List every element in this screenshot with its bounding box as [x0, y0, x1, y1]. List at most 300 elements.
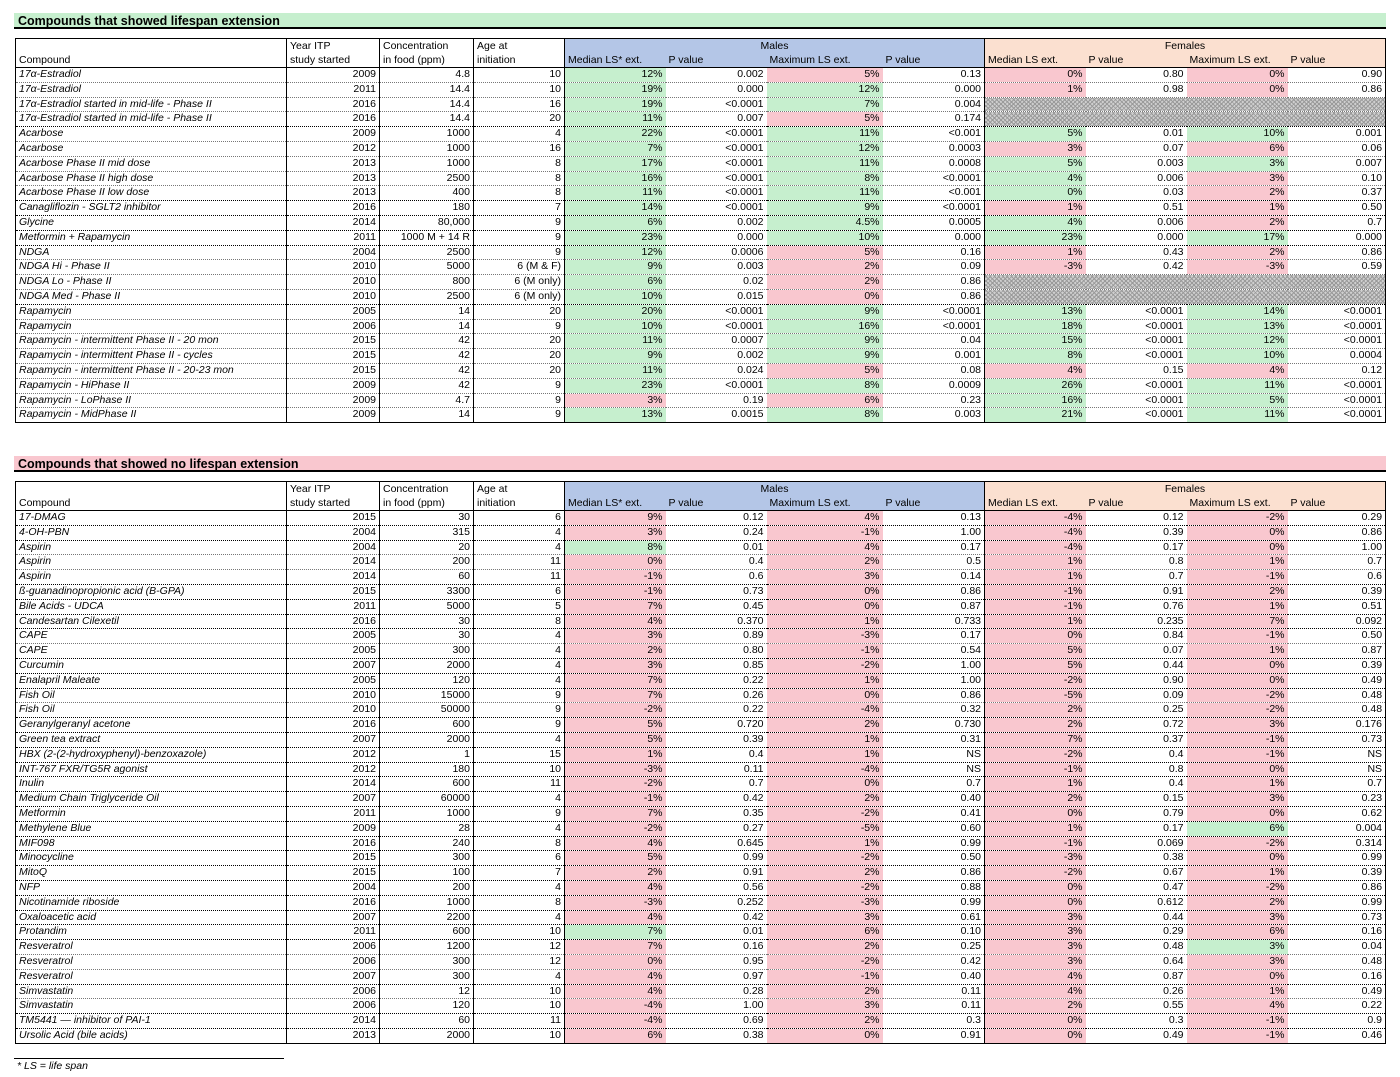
male-median-p: 0.01 [666, 925, 767, 940]
male-max-p: 0.88 [883, 880, 985, 895]
male-max-ext: 2% [767, 792, 883, 807]
female-median-p: 0.64 [1086, 954, 1187, 969]
header-females: Females [985, 39, 1386, 54]
concentration: 60000 [380, 792, 474, 807]
female-max-p: <0.0001 [1288, 319, 1386, 334]
female-median-p: 0.4 [1086, 747, 1187, 762]
female-median-p: 0.98 [1086, 82, 1187, 97]
male-max-p: 1.00 [883, 525, 985, 540]
male-max-p: 0.17 [883, 629, 985, 644]
female-max-p: 0.73 [1288, 910, 1386, 925]
female-median-ext: 1% [985, 821, 1086, 836]
male-max-p: 0.61 [883, 910, 985, 925]
female-max-p: 0.90 [1361, 68, 1383, 80]
male-median-ext: 2% [565, 866, 666, 881]
male-median-ext: 14% [565, 201, 666, 216]
male-median-p: 0.007 [666, 112, 767, 127]
male-median-p: <0.0001 [666, 127, 767, 142]
age-at-initiation: 10 [474, 984, 565, 999]
male-median-ext: 16% [565, 171, 666, 186]
female-median-ext: 2% [985, 792, 1086, 807]
concentration: 2500 [380, 171, 474, 186]
female-median-ext: 5% [985, 156, 1086, 171]
female-median-ext: 4% [985, 171, 1086, 186]
female-max-p: 0.62 [1288, 806, 1386, 821]
male-median-p: 0.26 [666, 688, 767, 703]
compound-name: 17α-Estradiol started in mid-life - Phase II [16, 112, 287, 127]
male-median-p: 0.370 [666, 614, 767, 629]
year-started: 2004 [287, 540, 380, 555]
female-median-p: 0.26 [1086, 984, 1187, 999]
concentration: 4.8 [380, 68, 474, 83]
age-at-initiation: 4 [474, 127, 565, 142]
male-median-p: 0.99 [666, 851, 767, 866]
header-females: Females [985, 482, 1386, 497]
year-started: 2016 [287, 614, 380, 629]
male-max-p: 0.04 [883, 334, 985, 349]
male-median-p: 0.0006 [666, 245, 767, 260]
female-median-p: 0.069 [1086, 836, 1187, 851]
male-median-p: 0.12 [743, 511, 764, 523]
male-max-p: 0.13 [960, 511, 982, 523]
male-median-ext: 9% [565, 349, 666, 364]
concentration: 14.4 [380, 82, 474, 97]
age-at-initiation: 10 [474, 1028, 565, 1043]
male-median-p: <0.0001 [666, 171, 767, 186]
male-median-ext: 4% [565, 880, 666, 895]
year-started: 2010 [287, 275, 380, 290]
male-max-ext: 3% [767, 910, 883, 925]
female-max-ext: 3% [1187, 910, 1288, 925]
male-max-p: 0.86 [883, 289, 985, 304]
header-concentration: in food (ppm) [380, 496, 474, 511]
footnote: * LS = life span [17, 1060, 88, 1072]
concentration: 2200 [380, 910, 474, 925]
male-median-ext: -2% [565, 703, 666, 718]
age-at-initiation: 4 [474, 821, 565, 836]
age-at-initiation: 4 [474, 792, 565, 807]
male-max-p: 0.41 [883, 806, 985, 821]
female-median-ext: 15% [985, 334, 1086, 349]
year-started: 2011 [287, 230, 380, 245]
table-row [16, 866, 1386, 881]
female-max-p: 0.39 [1288, 658, 1386, 673]
age-at-initiation: 6 (M only) [474, 289, 565, 304]
female-max-p: 0.12 [1288, 363, 1386, 378]
compound-name: Metformin + Rapamycin [16, 230, 287, 245]
year-started: 2016 [287, 112, 380, 127]
male-max-p: 0.86 [883, 688, 985, 703]
age-at-initiation: 6 [474, 511, 565, 526]
concentration: 14 [380, 319, 474, 334]
male-median-p: 0.19 [666, 393, 767, 408]
year-started: 2014 [287, 215, 380, 230]
header-age: Age at [474, 39, 565, 54]
female-median-p: 0.006 [1086, 171, 1187, 186]
male-max-ext: -1% [767, 644, 883, 659]
male-median-ext: 3% [565, 629, 666, 644]
table-row [16, 275, 1386, 290]
male-max-p: <0.0001 [883, 304, 985, 319]
male-median-p: 0.56 [666, 880, 767, 895]
male-max-ext: 2% [767, 718, 883, 733]
female-max-p: 0.092 [1288, 614, 1386, 629]
female-median-p: <0.0001 [1086, 319, 1187, 334]
male-median-p: <0.0001 [666, 141, 767, 156]
female-max-ext: -1% [1187, 1014, 1288, 1029]
age-at-initiation: 6 (M only) [474, 275, 565, 290]
year-started: 2011 [287, 925, 380, 940]
male-median-ext: 7% [565, 599, 666, 614]
header-age: initiation [474, 496, 565, 511]
male-max-ext: 0% [767, 289, 883, 304]
compound-name: Ursolic Acid (bile acids) [16, 1028, 287, 1043]
female-max-ext: 6% [1187, 141, 1288, 156]
female-max-ext: 4% [1187, 363, 1288, 378]
male-median-p: <0.0001 [666, 201, 767, 216]
table-row [16, 511, 1386, 526]
header-year: Year ITP [287, 39, 380, 54]
male-median-ext: -1% [565, 792, 666, 807]
year-started: 2009 [287, 68, 380, 83]
table-row [16, 215, 1386, 230]
male-max-ext: 4.5% [767, 215, 883, 230]
year-started: 2004 [287, 525, 380, 540]
female-median-p: 0.38 [1086, 851, 1187, 866]
table-row [16, 1014, 1386, 1029]
male-max-p: 0.16 [883, 245, 985, 260]
male-max-p: 0.004 [883, 97, 985, 112]
table-row [16, 792, 1386, 807]
male-median-ext: -1% [565, 570, 666, 585]
female-max-p: 0.50 [1288, 629, 1386, 644]
male-median-p: 0.35 [666, 806, 767, 821]
female-max-p: 0.0004 [1288, 349, 1386, 364]
male-max-ext: 11% [767, 127, 883, 142]
male-median-p: 0.45 [666, 599, 767, 614]
compound-name: Medium Chain Triglyceride Oil [16, 792, 287, 807]
table-row [16, 940, 1386, 955]
table-row [16, 910, 1386, 925]
male-median-p: 0.002 [666, 215, 767, 230]
male-max-ext: 4% [767, 540, 883, 555]
male-median-ext: 19% [565, 97, 666, 112]
concentration: 60 [380, 570, 474, 585]
table-row [16, 555, 1386, 570]
female-max-ext: 3% [1187, 156, 1288, 171]
female-median-ext: -2% [985, 866, 1086, 881]
male-median-p: 0.11 [666, 762, 767, 777]
male-max-p: 0.3 [883, 1014, 985, 1029]
female-median-ext: -3% [985, 851, 1086, 866]
header-male-median: Median LS* ext. [565, 53, 666, 68]
female-max-p: 0.29 [1361, 511, 1383, 523]
male-median-ext: -2% [565, 777, 666, 792]
female-max-ext: -1% [1187, 747, 1288, 762]
male-max-ext: -2% [767, 954, 883, 969]
age-at-initiation: 20 [474, 334, 565, 349]
concentration: 3300 [380, 584, 474, 599]
compound-name: Enalapril Maleate [16, 673, 287, 688]
male-median-p: 0.42 [666, 792, 767, 807]
female-median-ext: 8% [985, 349, 1086, 364]
female-max-ext: 0% [1187, 525, 1288, 540]
table-row [16, 82, 1386, 97]
concentration: 80,000 [380, 215, 474, 230]
female-max-p: 0.004 [1288, 821, 1386, 836]
male-max-p: 0.17 [883, 540, 985, 555]
female-median-ext: 0% [985, 68, 1086, 83]
male-max-p: 0.87 [883, 599, 985, 614]
header-compound-top [16, 482, 287, 497]
header-concentration: Concentration [380, 39, 474, 54]
age-at-initiation: 12 [474, 954, 565, 969]
table-row [16, 156, 1386, 171]
female-median-ext: 1% [985, 777, 1086, 792]
table-row [16, 97, 1386, 112]
concentration: 1000 [380, 806, 474, 821]
female-median-ext: 2% [985, 703, 1086, 718]
male-median-p: 0.28 [666, 984, 767, 999]
compound-name: Acarbose Phase II low dose [16, 186, 287, 201]
male-max-ext: 6% [767, 393, 883, 408]
female-median-ext: 5% [985, 658, 1086, 673]
female-max-p: <0.0001 [1288, 408, 1386, 423]
concentration: 100 [380, 866, 474, 881]
female-median-ext: 3% [985, 910, 1086, 925]
compound-name: Candesartan Cilexetil [16, 614, 287, 629]
female-max-p: 0.176 [1288, 718, 1386, 733]
female-median-p: 0.42 [1086, 260, 1187, 275]
age-at-initiation: 5 [474, 599, 565, 614]
age-at-initiation: 9 [474, 408, 565, 423]
male-median-ext: 5% [565, 851, 666, 866]
female-median-p: 0.3 [1086, 1014, 1187, 1029]
male-max-ext: 2% [767, 1014, 883, 1029]
female-median-p: 0.8 [1086, 555, 1187, 570]
table-row [16, 969, 1386, 984]
male-max-p: 0.5 [883, 555, 985, 570]
compound-name: Metformin [16, 806, 287, 821]
male-median-ext: 10% [565, 289, 666, 304]
female-max-p: 0.6 [1288, 570, 1386, 585]
table-row [16, 954, 1386, 969]
male-median-p: 0.42 [666, 910, 767, 925]
table-row [16, 880, 1386, 895]
table-row [16, 408, 1386, 423]
table-row [16, 363, 1386, 378]
year-started: 2015 [287, 349, 380, 364]
age-at-initiation: 10 [474, 82, 565, 97]
male-median-ext: 7% [565, 688, 666, 703]
age-at-initiation: 9 [474, 806, 565, 821]
male-max-p: <0.0001 [883, 171, 985, 186]
header-female-median: Median LS ext. [985, 53, 1086, 68]
female-max-ext: 13% [1187, 319, 1288, 334]
male-median-ext: -4% [565, 999, 666, 1014]
header-males: Males [565, 39, 985, 54]
male-median-p: <0.0001 [666, 304, 767, 319]
male-max-p: 0.13 [960, 68, 982, 80]
header-concentration: in food (ppm) [380, 53, 474, 68]
female-max-ext: 5% [1187, 393, 1288, 408]
year-started: 2016 [287, 895, 380, 910]
male-median-ext: 11% [565, 112, 666, 127]
age-at-initiation: 11 [474, 777, 565, 792]
compound-name: Rapamycin - HiPhase II [16, 378, 287, 393]
female-median-p: 0.91 [1086, 584, 1187, 599]
male-median-p: 0.95 [666, 954, 767, 969]
year-started: 2005 [287, 644, 380, 659]
table-row [16, 599, 1386, 614]
female-max-ext: 0% [1187, 762, 1288, 777]
male-median-ext: -2% [565, 821, 666, 836]
male-median-ext: -3% [565, 762, 666, 777]
year-started: 2014 [287, 570, 380, 585]
male-max-p: 0.86 [883, 584, 985, 599]
compound-name: Resveratrol [16, 969, 287, 984]
year-started: 2013 [287, 171, 380, 186]
compound-name: CAPE [16, 629, 287, 644]
age-at-initiation: 4 [474, 673, 565, 688]
compound-name: ß-guanadinopropionic acid (B-GPA) [16, 584, 287, 599]
age-at-initiation: 8 [474, 614, 565, 629]
female-max-ext: 2% [1187, 895, 1288, 910]
age-at-initiation: 20 [474, 304, 565, 319]
compound-name: TM5441 — inhibitor of PAI-1 [16, 1014, 287, 1029]
concentration: 42 [380, 349, 474, 364]
male-max-ext: 9% [767, 304, 883, 319]
male-max-ext: 1% [767, 614, 883, 629]
male-max-ext: 0% [767, 777, 883, 792]
age-at-initiation: 8 [474, 895, 565, 910]
male-median-ext: 13% [565, 408, 666, 423]
male-max-ext: -2% [767, 880, 883, 895]
female-max-p: 0.73 [1288, 732, 1386, 747]
female-max-p: 0.16 [1288, 969, 1386, 984]
age-at-initiation: 8 [474, 156, 565, 171]
female-max-ext: 11% [1187, 378, 1288, 393]
concentration: 300 [380, 954, 474, 969]
female-median-p: 0.000 [1086, 230, 1187, 245]
female-max-ext: 2% [1187, 245, 1288, 260]
table-row [16, 584, 1386, 599]
female-median-ext: -2% [985, 747, 1086, 762]
female-median-p: 0.03 [1086, 186, 1187, 201]
concentration: 60 [380, 1014, 474, 1029]
table-row [16, 334, 1386, 349]
female-median-p: 0.01 [1086, 127, 1187, 142]
male-max-ext: 5% [767, 363, 883, 378]
concentration: 600 [380, 718, 474, 733]
female-max-ext: -1% [1187, 570, 1288, 585]
header-male-max: Maximum LS ext. [767, 53, 883, 68]
female-median-p: 0.7 [1086, 570, 1187, 585]
female-max-p: <0.0001 [1288, 334, 1386, 349]
table-row [16, 762, 1386, 777]
compound-name: Rapamycin - intermittent Phase II - cycles [16, 349, 287, 364]
age-at-initiation: 4 [474, 969, 565, 984]
male-max-p: 0.730 [883, 718, 985, 733]
female-max-p: 0.50 [1288, 201, 1386, 216]
male-max-p: 0.54 [883, 644, 985, 659]
female-max-p: 0.10 [1288, 171, 1386, 186]
female-median-ext: 3% [985, 925, 1086, 940]
concentration: 1000 [380, 156, 474, 171]
female-median-p: 0.09 [1086, 688, 1187, 703]
female-max-ext: 3% [1187, 954, 1288, 969]
table-body [16, 511, 1386, 1044]
concentration: 315 [380, 525, 474, 540]
female-max-ext: 14% [1187, 304, 1288, 319]
female-max-p: 0.99 [1288, 895, 1386, 910]
concentration: 42 [380, 378, 474, 393]
year-started: 2015 [287, 866, 380, 881]
year-started: 2016 [287, 836, 380, 851]
male-max-ext: 3% [767, 999, 883, 1014]
compound-name: Acarbose Phase II mid dose [16, 156, 287, 171]
female-median-p: 0.43 [1086, 245, 1187, 260]
male-median-p: 0.02 [666, 275, 767, 290]
male-max-p: NS [883, 762, 985, 777]
female-median-p: <0.0001 [1086, 349, 1187, 364]
male-median-p: 0.002 [737, 68, 764, 80]
female-median-p: 0.07 [1086, 644, 1187, 659]
female-max-ext: -2% [1187, 688, 1288, 703]
female-median-p: 0.84 [1086, 629, 1187, 644]
table-row [16, 171, 1386, 186]
header-concentration: Concentration [380, 482, 474, 497]
year-started: 2015 [287, 511, 380, 526]
table-row [16, 393, 1386, 408]
age-at-initiation: 11 [474, 570, 565, 585]
female-max-ext: 6% [1187, 821, 1288, 836]
female-max-p: 0.86 [1288, 880, 1386, 895]
year-started: 2015 [287, 584, 380, 599]
concentration: 30 [380, 511, 474, 526]
male-max-ext: -3% [767, 895, 883, 910]
compound-name: Rapamycin - intermittent Phase II - 20-23 mon [16, 363, 287, 378]
table-row [16, 289, 1386, 304]
compound-name: Rapamycin [16, 304, 287, 319]
female-median-p: 0.44 [1086, 910, 1187, 925]
female-median-ext: 23% [985, 230, 1086, 245]
female-max-ext: -2% [1187, 511, 1288, 526]
male-median-p: 0.645 [666, 836, 767, 851]
concentration: 400 [380, 186, 474, 201]
year-started: 2013 [287, 186, 380, 201]
male-max-p: 0.91 [883, 1028, 985, 1043]
female-median-ext: 2% [985, 718, 1086, 733]
male-median-p: <0.0001 [666, 97, 767, 112]
table-row [16, 851, 1386, 866]
male-max-ext: 0% [767, 1028, 883, 1043]
male-median-ext: 19% [565, 82, 666, 97]
age-at-initiation: 8 [474, 186, 565, 201]
year-started: 2004 [287, 245, 380, 260]
male-median-ext: 11% [565, 186, 666, 201]
year-started: 2013 [287, 1028, 380, 1043]
year-started: 2009 [287, 378, 380, 393]
age-at-initiation: 16 [474, 141, 565, 156]
year-started: 2006 [287, 319, 380, 334]
male-median-ext: 22% [565, 127, 666, 142]
male-max-p: 0.000 [883, 230, 985, 245]
female-median-p: 0.4 [1086, 777, 1187, 792]
male-max-ext: -4% [767, 703, 883, 718]
male-max-p: 0.86 [883, 275, 985, 290]
male-median-ext: 23% [565, 230, 666, 245]
